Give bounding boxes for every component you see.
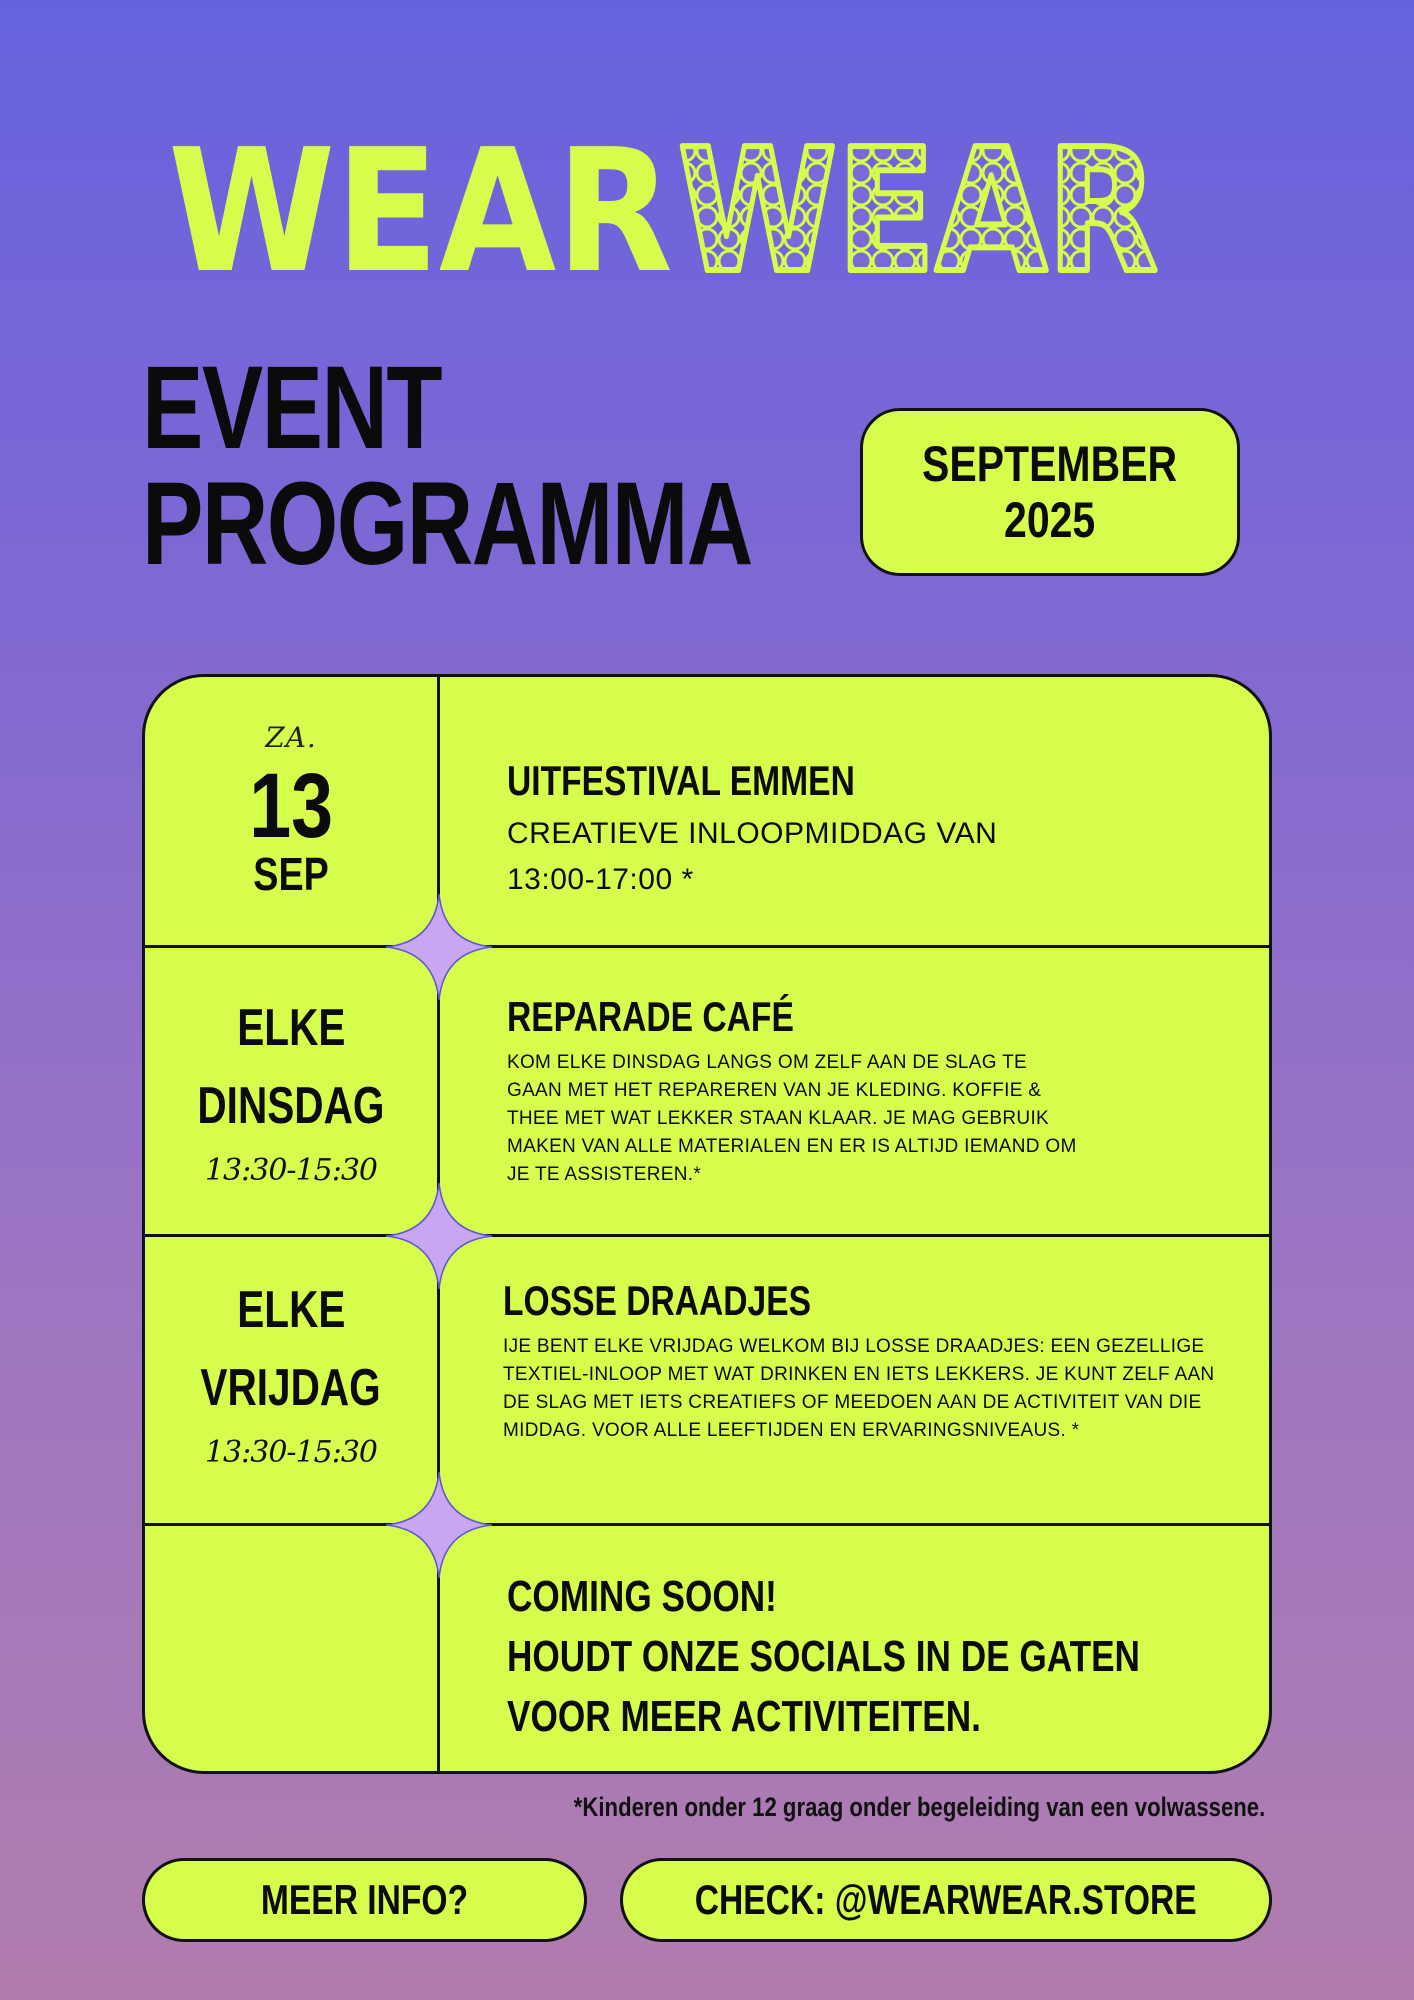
logo-wear-dotted: WEAR bbox=[678, 113, 1158, 311]
title-line-2: PROGRAMMA bbox=[142, 458, 752, 590]
event-date-1 bbox=[145, 721, 437, 898]
meer-info-label: MEER INFO? bbox=[260, 1876, 469, 1923]
day-number: 13 bbox=[249, 755, 333, 857]
coming-soon-line-3: VOOR MEER ACTIVITEITEN. bbox=[507, 1692, 981, 1741]
event-date-3 bbox=[145, 1271, 437, 1470]
day-line-1: ELKE bbox=[236, 999, 346, 1057]
day-label: ZA. bbox=[265, 721, 317, 754]
coming-soon-line-2: HOUDT ONZE SOCIALS IN DE GATEN bbox=[507, 1632, 1140, 1681]
day-line-2: VRIJDAG bbox=[200, 1359, 382, 1417]
day-line-2: DINSDAG bbox=[197, 1077, 385, 1135]
row-divider bbox=[145, 1523, 1269, 1526]
social-handle-label: CHECK: @WEARWEAR.STORE bbox=[695, 1876, 1197, 1923]
coming-soon bbox=[507, 1567, 1298, 1747]
footnote bbox=[300, 1792, 1265, 1823]
event-date-2 bbox=[145, 989, 437, 1188]
row-divider bbox=[145, 1234, 1269, 1237]
meer-info-button[interactable] bbox=[142, 1858, 587, 1942]
logo-wear-solid: WEAR bbox=[168, 113, 673, 311]
event-subtitle: CREATIEVE INLOOPMIDDAG VAN bbox=[507, 817, 998, 850]
schedule-table bbox=[142, 674, 1272, 1774]
event-description: KOM ELKE DINSDAG LANGS OM ZELF AAN DE SLAG TE GAAN MET HET REPAREREN VAN JE KLEDING. KOFFIE & THEE MET WAT LEKKER STAAN KLAAR. JE MAG GEBRUIK MAKEN VAN ALLE MATERIALEN EN ER IS ALTIJD IEMAND OM JE TE ASSISTEREN.* bbox=[507, 1052, 1077, 1185]
month-short: SEP bbox=[253, 848, 329, 900]
day-line-1: ELKE bbox=[236, 1281, 346, 1339]
event-title: REPARADE CAFÉ bbox=[507, 993, 794, 1040]
month-badge bbox=[860, 408, 1240, 576]
coming-soon-line-1: COMING SOON! bbox=[507, 1572, 777, 1621]
month-label: SEPTEMBER bbox=[922, 436, 1178, 492]
page-title bbox=[142, 342, 752, 590]
title-line-1: EVENT bbox=[142, 342, 442, 474]
footnote-text: *Kinderen onder 12 graag onder begeleiding van een volwassene. bbox=[573, 1792, 1265, 1822]
event-uitfestival bbox=[507, 757, 997, 903]
event-time: 13:00-17:00 * bbox=[507, 863, 694, 896]
time-range: 13:30-15:30 bbox=[204, 1435, 378, 1470]
year-label: 2025 bbox=[1004, 492, 1096, 548]
social-handle-button[interactable] bbox=[620, 1858, 1272, 1942]
wearwear-logo bbox=[168, 113, 1168, 311]
event-reparade-cafe bbox=[507, 993, 1087, 1189]
event-losse-draadjes bbox=[503, 1277, 1223, 1445]
event-description: IJE BENT ELKE VRIJDAG WELKOM BIJ LOSSE DRAADJES: EEN GEZELLIGE TEXTIEL-INLOOP MET WAT DRINKEN EN IETS LEKKERS. JE KUNT ZELF AAN DE SLAG MET IETS CREATIEFS OF MEEDOEN AAN DE ACTIVITEIT VAN DIE MIDDAG. VOOR ALLE LEEFTIJDEN EN ERVARINGSNIVEAUS. * bbox=[503, 1336, 1215, 1441]
row-divider bbox=[145, 945, 1269, 948]
sparkle-icon bbox=[384, 1470, 494, 1580]
sparkle-icon bbox=[384, 1181, 494, 1291]
sparkle-icon bbox=[384, 892, 494, 1002]
event-title: LOSSE DRAADJES bbox=[503, 1277, 812, 1324]
event-title: UITFESTIVAL EMMEN bbox=[507, 757, 855, 804]
time-range: 13:30-15:30 bbox=[204, 1153, 378, 1188]
